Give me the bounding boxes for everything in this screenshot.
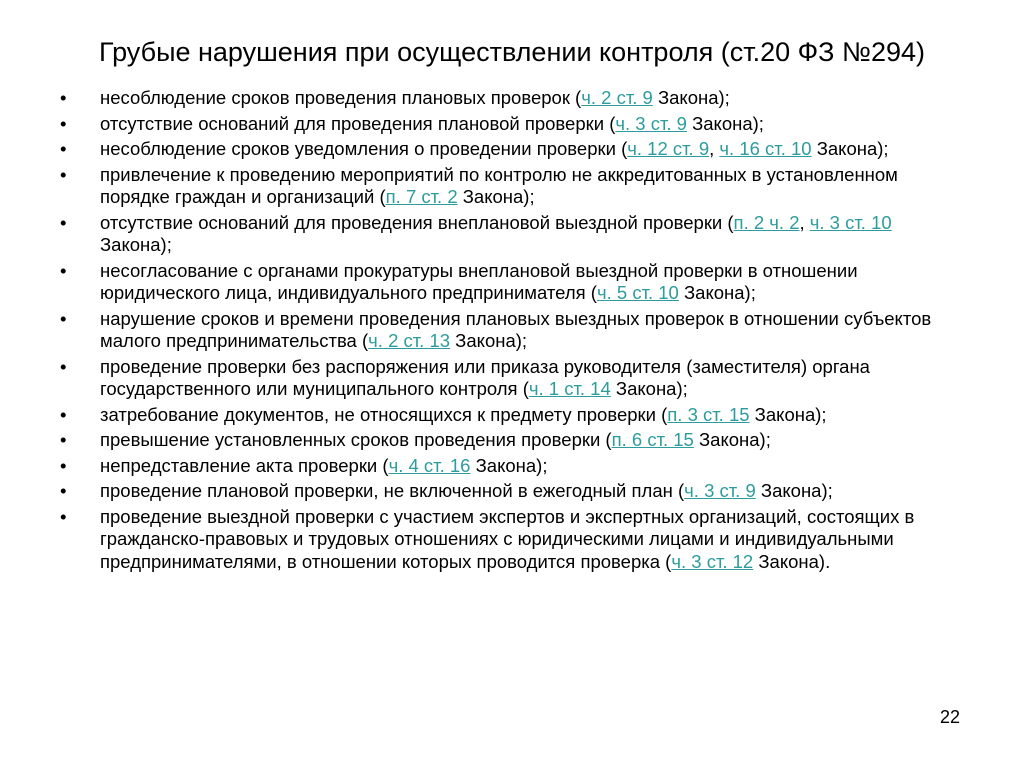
- list-item-text: [100, 429, 960, 452]
- law-reference-link[interactable]: ч. 3 ст. 12: [671, 550, 754, 572]
- list-item-segment: Закона);: [678, 282, 756, 303]
- list-item-segment: отсутствие оснований для проведения плановой проверки (: [100, 112, 616, 134]
- bullet-icon: •: [60, 480, 67, 501]
- list-item-segment: непредставление акта проверки (: [100, 454, 389, 476]
- bullet-icon: •: [60, 138, 67, 159]
- slide-title: Грубые нарушения при осуществлении контроля (ст.20 ФЗ №294): [98, 37, 925, 67]
- list-item-segment: Закона);: [470, 454, 548, 476]
- list-item-segment: Закона).: [753, 550, 831, 572]
- bullet-icon: •: [60, 87, 67, 108]
- law-reference-link[interactable]: ч. 5 ст. 10: [596, 282, 679, 303]
- bullet-icon: •: [60, 505, 67, 527]
- bullet-icon: •: [60, 163, 67, 185]
- bullet-icon: •: [60, 112, 67, 134]
- list-item-segment: Закона);: [811, 138, 889, 159]
- law-reference-link[interactable]: ч. 3 ст. 9: [615, 112, 687, 134]
- law-reference-link[interactable]: ч. 4 ст. 16: [388, 454, 471, 476]
- list-item: [60, 455, 960, 478]
- list-item: [60, 212, 960, 257]
- bullet-icon: •: [60, 403, 67, 425]
- list-item-text: [100, 308, 960, 353]
- list-item: [60, 138, 960, 161]
- list-item-text: [100, 404, 960, 427]
- law-reference-link[interactable]: ч. 1 ст. 14: [528, 378, 611, 399]
- list-item-segment: Закона);: [686, 112, 764, 134]
- list-item-segment: проведение выездной проверки с участием экспертов и экспертных организаций, состоящих в гражданско-правовых и трудовых отношениях с юридическими лицами и индивидуальными предпринимателями, в отношении которых проводится проверка (: [100, 505, 915, 572]
- list-item-segment: Закона);: [749, 403, 827, 425]
- law-reference-link[interactable]: п. 3 ст. 15: [667, 403, 750, 425]
- list-item-text: [100, 480, 960, 503]
- list-item: [60, 308, 960, 353]
- law-reference-link[interactable]: ч. 2 ст. 13: [368, 330, 451, 351]
- list-item-segment: несогласование с органами прокуратуры внеплановой выездной проверки в отношении юридического лица, индивидуального предпринимателя (: [100, 259, 858, 303]
- list-item-segment: превышение установленных сроков проведения проверки (: [100, 429, 612, 450]
- bullet-icon: •: [60, 429, 67, 450]
- law-reference-link[interactable]: ч. 12 ст. 9: [627, 138, 710, 159]
- list-item-segment: привлечение к проведению мероприятий по контролю не аккредитованных в установленном порядке граждан и организаций (: [100, 163, 898, 207]
- list-item-text: [100, 212, 960, 257]
- list-item-segment: ,: [709, 138, 720, 159]
- list-item: [60, 404, 960, 427]
- list-item-segment: Закона);: [652, 87, 730, 108]
- law-reference-link[interactable]: ч. 2 ст. 9: [581, 87, 653, 108]
- list-item-segment: проведение проверки без распоряжения или приказа руководителя (заместителя) органа государственного или муниципального контроля (: [100, 355, 870, 399]
- list-item-segment: Закона);: [693, 429, 771, 450]
- bullet-icon: •: [60, 307, 67, 329]
- list-item-text: [100, 164, 960, 209]
- list-item-segment: Закона);: [610, 378, 688, 399]
- list-item: [60, 113, 960, 136]
- bullet-icon: •: [60, 259, 67, 281]
- law-reference-link[interactable]: ч. 16 ст. 10: [719, 138, 812, 159]
- list-item-segment: проведение плановой проверки, не включенной в ежегодный план (: [100, 480, 685, 501]
- list-item-segment: Закона);: [100, 234, 172, 255]
- list-item-segment: затребование документов, не относящихся к предмету проверки (: [100, 403, 668, 425]
- list-item-segment: несоблюдение сроков проведения плановых проверок (: [100, 87, 582, 108]
- list-item-segment: Закона);: [450, 330, 528, 351]
- list-item-text: [100, 356, 960, 401]
- bullet-icon: •: [60, 355, 67, 377]
- bullet-icon: •: [60, 211, 67, 233]
- law-reference-link[interactable]: п. 2 ч. 2: [733, 211, 800, 233]
- list-item-text: [100, 506, 960, 574]
- list-item-text: [100, 138, 960, 161]
- list-item-text: [100, 87, 960, 110]
- list-item: [60, 429, 960, 452]
- list-item: [60, 164, 960, 209]
- page-number: 22: [940, 707, 961, 727]
- list-item: [60, 506, 960, 574]
- list-item: [60, 356, 960, 401]
- list-item-text: [100, 260, 960, 305]
- list-item-text: [100, 113, 960, 136]
- list-item: [60, 87, 960, 110]
- law-reference-link[interactable]: ч. 3 ст. 9: [684, 480, 756, 501]
- list-item-segment: ,: [799, 211, 810, 233]
- list-item-segment: Закона);: [755, 480, 833, 501]
- law-reference-link[interactable]: п. 7 ст. 2: [385, 186, 458, 207]
- bullet-icon: •: [60, 454, 67, 476]
- list-item-segment: несоблюдение сроков уведомления о проведении проверки (: [100, 138, 628, 159]
- list-item-text: [100, 455, 960, 478]
- law-reference-link[interactable]: ч. 3 ст. 10: [809, 211, 892, 233]
- law-reference-link[interactable]: п. 6 ст. 15: [611, 429, 694, 450]
- violations-list: [60, 87, 960, 576]
- list-item: [60, 260, 960, 305]
- list-item-segment: нарушение сроков и времени проведения плановых выездных проверок в отношении субъектов малого предпринимательства (: [100, 307, 932, 351]
- list-item-segment: отсутствие оснований для проведения внеплановой выездной проверки (: [100, 211, 734, 233]
- list-item-segment: Закона);: [457, 186, 535, 207]
- list-item: [60, 480, 960, 503]
